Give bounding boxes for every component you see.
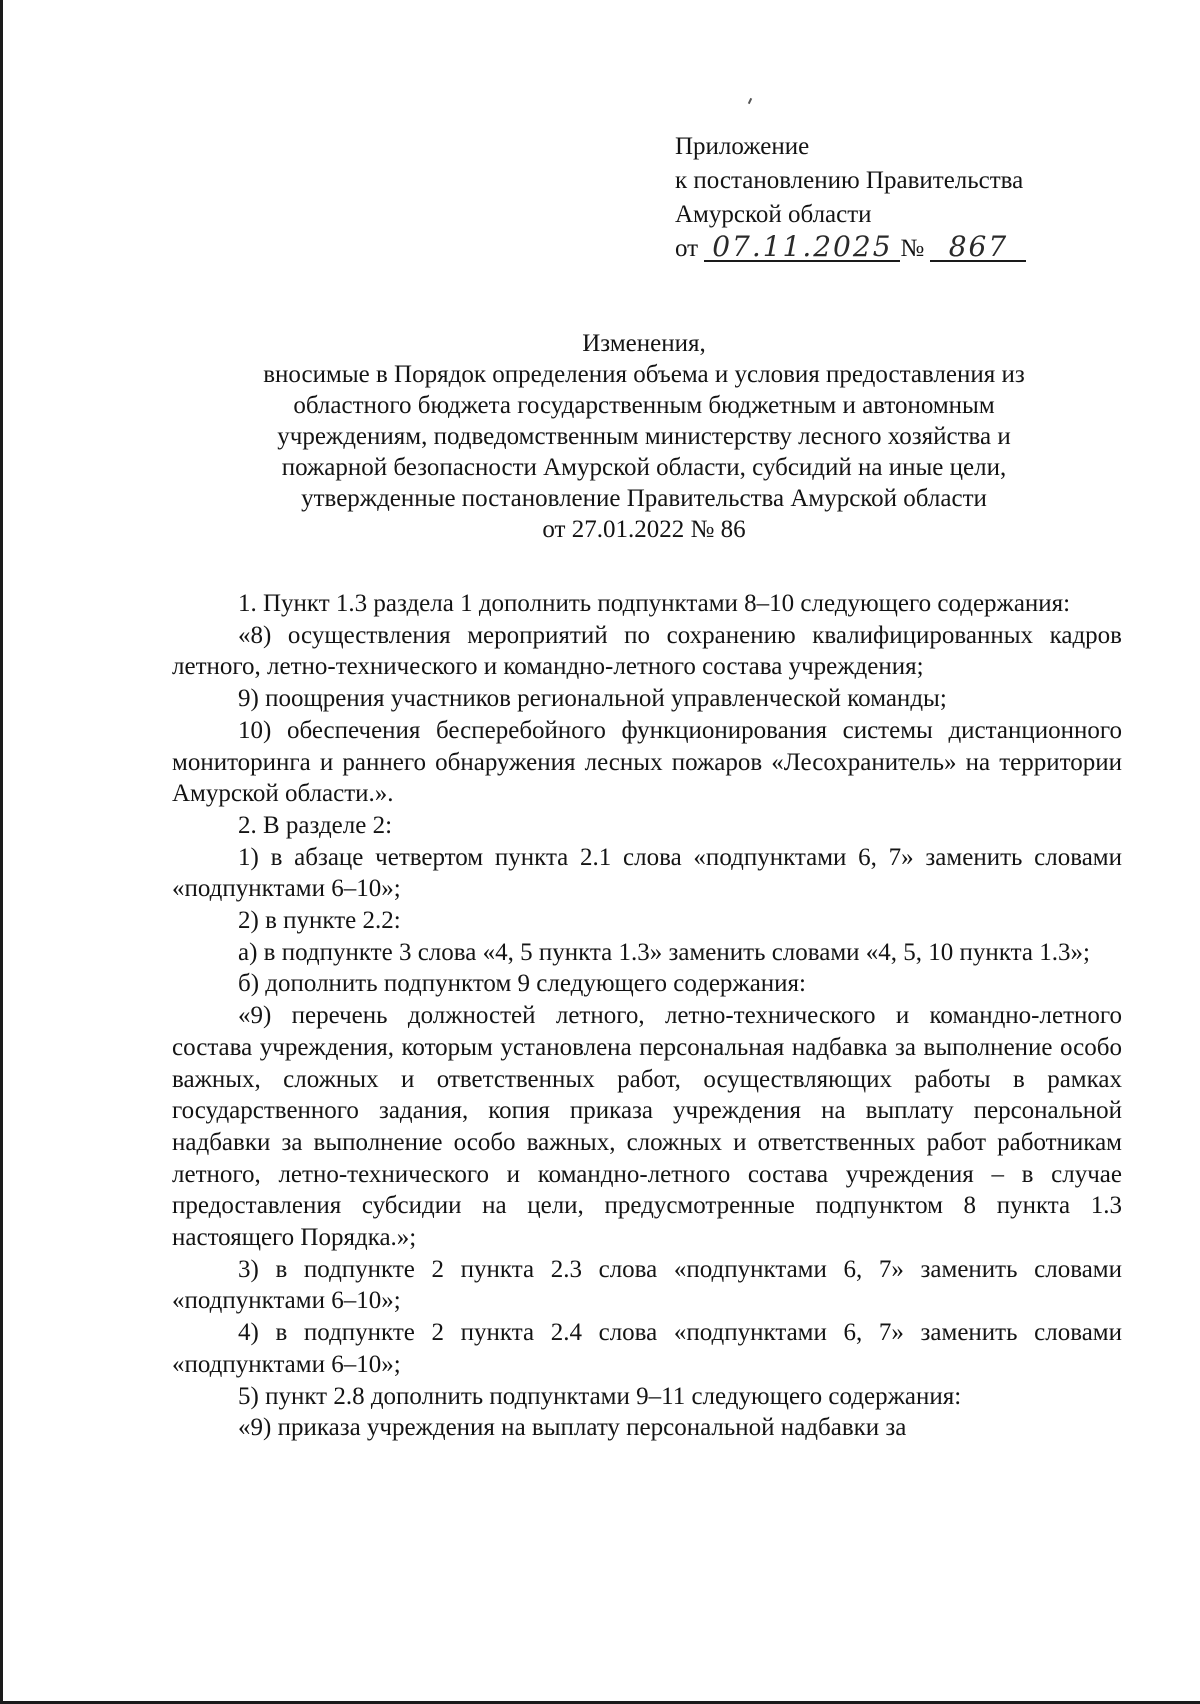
title-line-6: от 27.01.2022 № 86 <box>542 516 746 543</box>
appendix-block <box>675 130 1155 266</box>
handwritten-number: 867 <box>930 234 1026 262</box>
appendix-line-1: Приложение <box>675 133 810 160</box>
appendix-line-3: Амурской области <box>675 201 872 228</box>
paragraph-point-2-2-a: а) в подпункте 3 слова «4, 5 пункта 1.3» заменить словами «4, 5, 10 пункта 1.3»; <box>238 938 1090 966</box>
document-body <box>172 588 1122 1444</box>
paragraph-point-2-1: 1) в абзаце четвертом пункта 2.1 слова «подпунктами 6, 7» заменить словами «подпунктами 6–10»; <box>172 843 1122 903</box>
title-line-4: пожарной безопасности Амурской области, субсидий на иные цели, <box>281 454 1007 481</box>
paragraph-point-2-2-b: б) дополнить подпунктом 9 следующего содержания: <box>238 970 806 998</box>
paragraph-point-2-8-9: «9) приказа учреждения на выплату персональной надбавки за <box>238 1414 907 1442</box>
title-line-3: учреждениям, подведомственным министерству лесного хозяйства и <box>277 423 1011 450</box>
paragraph-item-2: 2. В разделе 2: <box>238 811 393 839</box>
date-prefix: от <box>675 235 699 262</box>
title-line-2: областного бюджета государственным бюджетным и автономным <box>293 392 995 419</box>
paragraph-point-2-3: 3) в подпункте 2 пункта 2.3 слова «подпунктами 6, 7» заменить словами «подпунктами 6–10»; <box>172 1255 1122 1315</box>
number-prefix: № <box>900 235 925 262</box>
appendix-date-line <box>675 232 1155 266</box>
handwritten-date: 07.11.2025 <box>704 234 900 262</box>
title-heading: Изменения, <box>582 330 706 357</box>
paragraph-item-1: 1. Пункт 1.3 раздела 1 дополнить подпунктами 8–10 следующего содержания: <box>238 590 1071 617</box>
paragraph-subitem-9: 9) поощрения участников региональной управленческой команды; <box>238 685 947 713</box>
scan-edge-left <box>0 0 3 1704</box>
title-line-1: вносимые в Порядок определения объема и условия предоставления из <box>263 361 1025 388</box>
appendix-line-2: к постановлению Правительства <box>675 167 1024 194</box>
stray-mark <box>748 98 752 104</box>
paragraph-point-2-2: 2) в пункте 2.2: <box>238 907 401 935</box>
paragraph-point-2-8: 5) пункт 2.8 дополнить подпунктами 9–11 следующего содержания: <box>238 1382 962 1410</box>
paragraph-subitem-10: 10) обеспечения бесперебойного функционирования системы дистанционного мониторинга и раннего обнаружения лесных пожаров «Лесохранитель» на территории Амурской области.». <box>172 716 1122 808</box>
document-title <box>160 328 1128 545</box>
paragraph-subitem-8: «8) осуществления мероприятий по сохранению квалифицированных кадров летного, летно-технического и командно-летного состава учреждения; <box>172 621 1122 681</box>
paragraph-subitem-9-text: «9) перечень должностей летного, летно-технического и командно-летного состава учреждения, которым установлена персональная надбавка за выполнение особо важных, сложных и ответственных работ, осуществляющих работы в рамках государственного задания, копия приказа учреждения на выплату персональной надбавки за выполнение особо важных, сложных и ответственных работ работникам летного, летно-технического и командно-летного состава учреждения – в случае предоставления субсидии на цели, предусмотренные подпунктом 8 пункта 1.3 настоящего Порядка.»; <box>172 1002 1122 1252</box>
paragraph-point-2-4: 4) в подпункте 2 пункта 2.4 слова «подпунктами 6, 7» заменить словами «подпунктами 6–10»; <box>172 1319 1122 1378</box>
title-line-5: утвержденные постановление Правительства Амурской области <box>301 485 987 512</box>
